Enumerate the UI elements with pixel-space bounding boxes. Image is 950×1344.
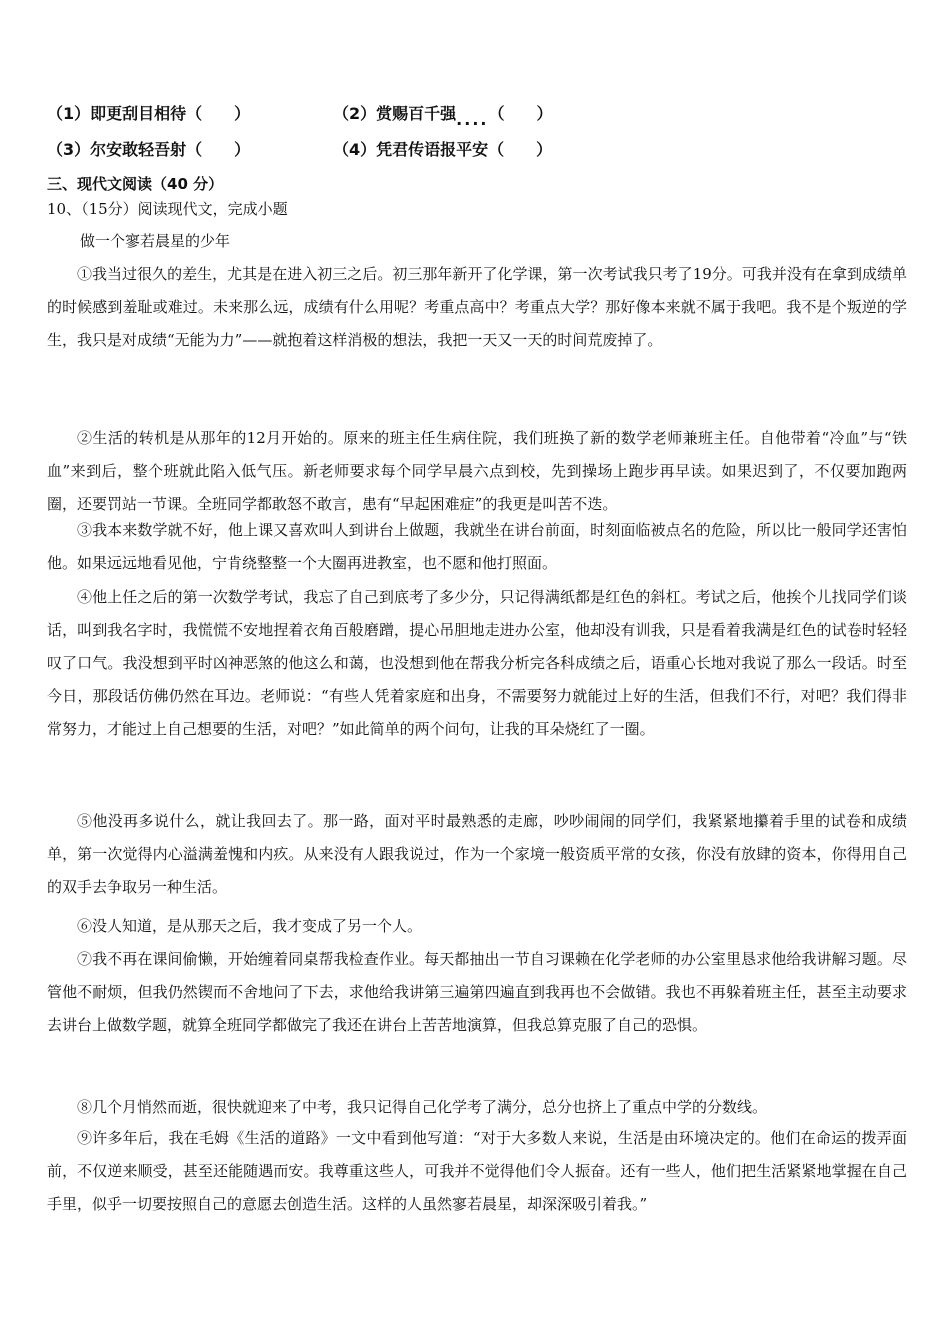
question-text: 尔安敢轻吾射 [90, 140, 187, 159]
answer-blank: （ ） [488, 140, 553, 159]
paragraph: ⑨许多年后，我在毛姆《生活的道路》一文中看到他写道：“对于大多数人来说，生活是由环境决定的。他们在命运的拨弄面前，不仅逆来顺受，甚至还能随遇而安。我尊重这些人，可我并不觉得他们令人振奋。还有一些人，他们把生活紧紧地掌握在自己手里，似乎一切要按照自己的意愿去创造生活。这样的人虽然寥若晨星，却深深吸引着我。” [47, 1129, 907, 1213]
question-text: 凭君传语报平安 [376, 140, 489, 159]
essay-title: 做一个寥若晨星的少年 [80, 232, 231, 250]
question-item [333, 137, 552, 160]
question-number: （2） [333, 104, 377, 123]
emphasis-dots: .... [456, 110, 489, 129]
paragraph: ⑦我不再在课间偷懒，开始缠着同桌帮我检查作业。每天都抽出一节自习课赖在化学老师的办公室里恳求他给我讲解习题。尽管他不耐烦，但我仍然锲而不舍地问了下去，求他给我讲第三遍第四遍直到我再也不会做错。我也不再躲着班主任，甚至主动要求去讲台上做数学题，就算全班同学都做完了我还在讲台上苦苦地演算，但我总算克服了自己的恐惧。 [47, 950, 907, 1034]
paragraph: ①我当过很久的差生，尤其是在进入初三之后。初三那年新开了化学课，第一次考试我只考了19分。可我并没有在拿到成绩单的时候感到羞耻或难过。未来那么远，成绩有什么用呢？考重点高中？考重点大学？那好像本来就不属于我吧。我不是个叛逆的学生，我只是对成绩“无能为力”——就抱着这样消极的想法，我把一天又一天的时间荒废掉了。 [47, 265, 907, 349]
question-item [47, 101, 250, 124]
question-text: 赏赐百千强 [376, 104, 457, 123]
question-number: （1） [47, 104, 91, 123]
answer-blank: （ ） [488, 104, 553, 123]
paragraph: ②生活的转机是从那年的12月开始的。原来的班主任生病住院，我们班换了新的数学老师兼班主任。自他带着“冷血”与“铁血”来到后，整个班就此陷入低气压。新老师要求每个同学早晨六点到校，先到操场上跑步再早读。如果迟到了，不仅要加跑两圈，还要罚站一节课。全班同学都敢怒不敢言，患有“早起困难症”的我更是叫苦不迭。 [47, 429, 907, 513]
paragraph: ④他上任之后的第一次数学考试，我忘了自己到底考了多少分，只记得满纸都是红色的斜杠。考试之后，他挨个儿找同学们谈话，叫到我名字时，我慌慌不安地捏着衣角百般磨蹭，提心吊胆地走进办公室，他却没有训我，只是看着我满是红色的试卷时轻轻叹了口气。我没想到平时凶神恶煞的他这么和蔼，也没想到他在帮我分析完各科成绩之后，语重心长地对我说了那么一段话。时至今日，那段话仿佛仍然在耳边。老师说：“有些人凭着家庭和出身，不需要努力就能过上好的生活，但我们不行，对吧？我们得非常努力，才能过上自己想要的生活，对吧？”如此简单的两个问句，让我的耳朵烧红了一圈。 [47, 588, 907, 738]
question-item [47, 137, 250, 160]
answer-blank: （ ） [186, 104, 251, 123]
paragraph: ③我本来数学就不好，他上课又喜欢叫人到讲台上做题，我就坐在讲台前面，时刻面临被点名的危险，所以比一般同学还害怕他。如果远远地看见他，宁肯绕整整一个大圈再进教室，也不愿和他打照面。 [47, 521, 907, 572]
task-line: 10、（15分）阅读现代文，完成小题 [47, 200, 288, 218]
question-number: （4） [333, 140, 377, 159]
question-number: （3） [47, 140, 91, 159]
question-item [333, 101, 553, 129]
question-text: 即更刮目相待 [90, 104, 187, 123]
paragraph: ⑧几个月悄然而逝，很快就迎来了中考，我只记得自己化学考了满分，总分也挤上了重点中学的分数线。 [77, 1098, 768, 1116]
answer-blank: （ ） [186, 140, 251, 159]
paragraph: ⑤他没再多说什么，就让我回去了。那一路，面对平时最熟悉的走廊，吵吵闹闹的同学们，我紧紧地攥着手里的试卷和成绩单，第一次觉得内心溢满羞愧和内疚。从来没有人跟我说过，作为一个家境一般资质平常的女孩，你没有放肆的资本，你得用自己的双手去争取另一种生活。 [47, 812, 907, 896]
section-heading: 三、现代文阅读（40 分） [47, 175, 224, 193]
paragraph: ⑥没人知道，是从那天之后，我才变成了另一个人。 [77, 917, 423, 935]
